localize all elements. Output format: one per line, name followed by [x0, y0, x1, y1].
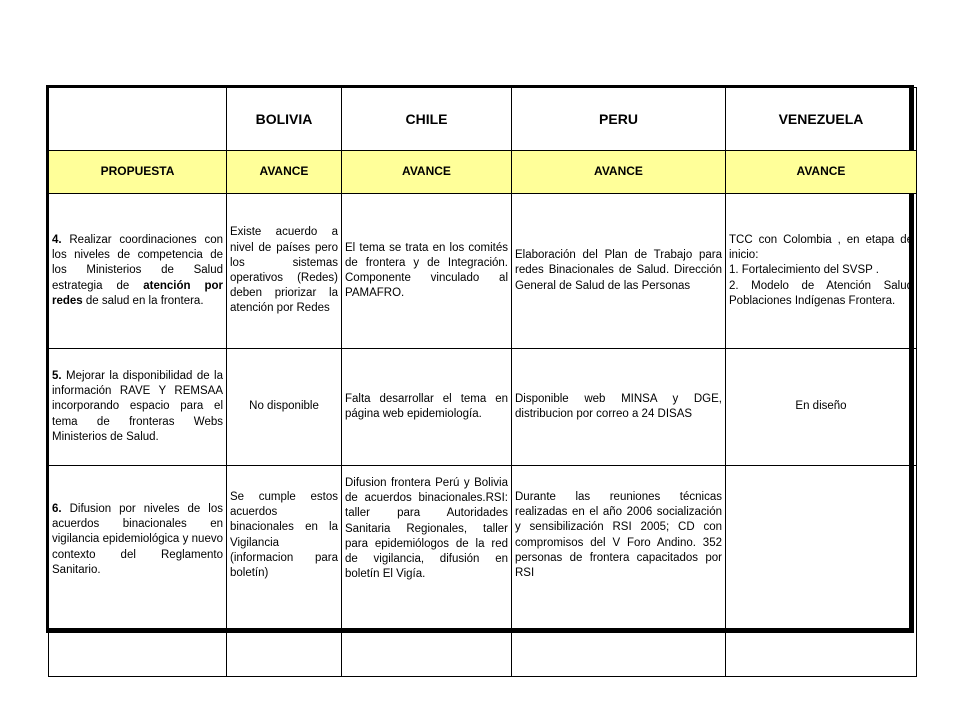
- avance-venezuela-cell: En diseño: [726, 349, 917, 466]
- header-venezuela: VENEZUELA: [726, 88, 917, 151]
- proposal-text: Realizar coordinaciones con los niveles de competencia de los Ministerios de Salud estrategia de: [52, 234, 223, 292]
- proposal-text-end: de salud en la frontera.: [82, 294, 204, 307]
- subheader-row: [49, 151, 917, 194]
- avance-peru-cell: Elaboración del Plan de Trabajo para redes Binacionales de Salud. Dirección General de Salud de las Personas: [512, 194, 726, 349]
- proposal-number: 5.: [52, 370, 62, 383]
- avance-peru-cell: Durante las reuniones técnicas realizadas en el año 2006 socialización y sensibilización RSI 2005; CD con compromisos del V Foro Andino. 352 personas de frontera capacitados por RSI: [512, 466, 726, 677]
- avance-chile-cell: Falta desarrollar el tema en página web epidemiología.: [342, 349, 512, 466]
- avance-chile-cell: El tema se trata en los comités de frontera y de Integración. Componente vinculado al PAMAFRO.: [342, 194, 512, 349]
- proposal-text: Mejorar la disponibilidad de la información RAVE Y REMSAA incorporando espacio para el tema de fronteras Webs Ministerios de Salud.: [52, 370, 223, 443]
- subheader-avance-chile: AVANCE: [342, 151, 512, 194]
- subheader-avance-bolivia: AVANCE: [227, 151, 342, 194]
- table-row: [49, 349, 917, 466]
- avance-bolivia-cell: No disponible: [227, 349, 342, 466]
- avance-peru-cell: Disponible web MINSA y DGE, distribucion por correo a 24 DISAS: [512, 349, 726, 466]
- proposal-number: 6.: [52, 503, 62, 515]
- avance-bolivia-cell: Se cumple estos acuerdos binacionales en la Vigilancia (informacion para boletín): [227, 466, 342, 677]
- proposal-text: Difusion por niveles de los acuerdos binacionales en vigilancia epidemiológica y nuevo contexto del Reglamento Sanitario.: [52, 503, 223, 576]
- header-bolivia: BOLIVIA: [227, 88, 342, 151]
- table-row: [49, 466, 917, 677]
- avance-venezuela-cell: [726, 466, 917, 677]
- header-peru: PERU: [512, 88, 726, 151]
- avance-chile-cell: Difusion frontera Perú y Bolivia de acuerdos binacionales.RSI: taller para Autoridades Sanitaria Regionales, taller para epidemiólogos de la red de vigilancia, difusión en boletín El Vigía.: [342, 466, 512, 677]
- country-header-row: [49, 88, 917, 151]
- proposal-cell: [49, 194, 227, 349]
- subheader-avance-peru: AVANCE: [512, 151, 726, 194]
- progress-table: [48, 87, 917, 677]
- header-blank-cell: [49, 88, 227, 151]
- progress-table-frame: [46, 85, 914, 633]
- subheader-avance-venezuela: AVANCE: [726, 151, 917, 194]
- header-chile: CHILE: [342, 88, 512, 151]
- proposal-cell: [49, 466, 227, 677]
- proposal-number: 4.: [52, 234, 62, 247]
- avance-venezuela-cell: TCC con Colombia , en etapa de inicio: 1. Fortalecimiento del SVSP . 2. Modelo de Atención Salud Poblaciones Indígenas Frontera.: [726, 194, 917, 349]
- proposal-cell: [49, 349, 227, 466]
- avance-bolivia-cell: Existe acuerdo a nivel de países pero los sistemas operativos (Redes) deben priorizar la atención por Redes: [227, 194, 342, 349]
- table-row: [49, 194, 917, 349]
- subheader-propuesta: PROPUESTA: [49, 151, 227, 194]
- proposal-text-bold: atención por redes: [52, 279, 223, 307]
